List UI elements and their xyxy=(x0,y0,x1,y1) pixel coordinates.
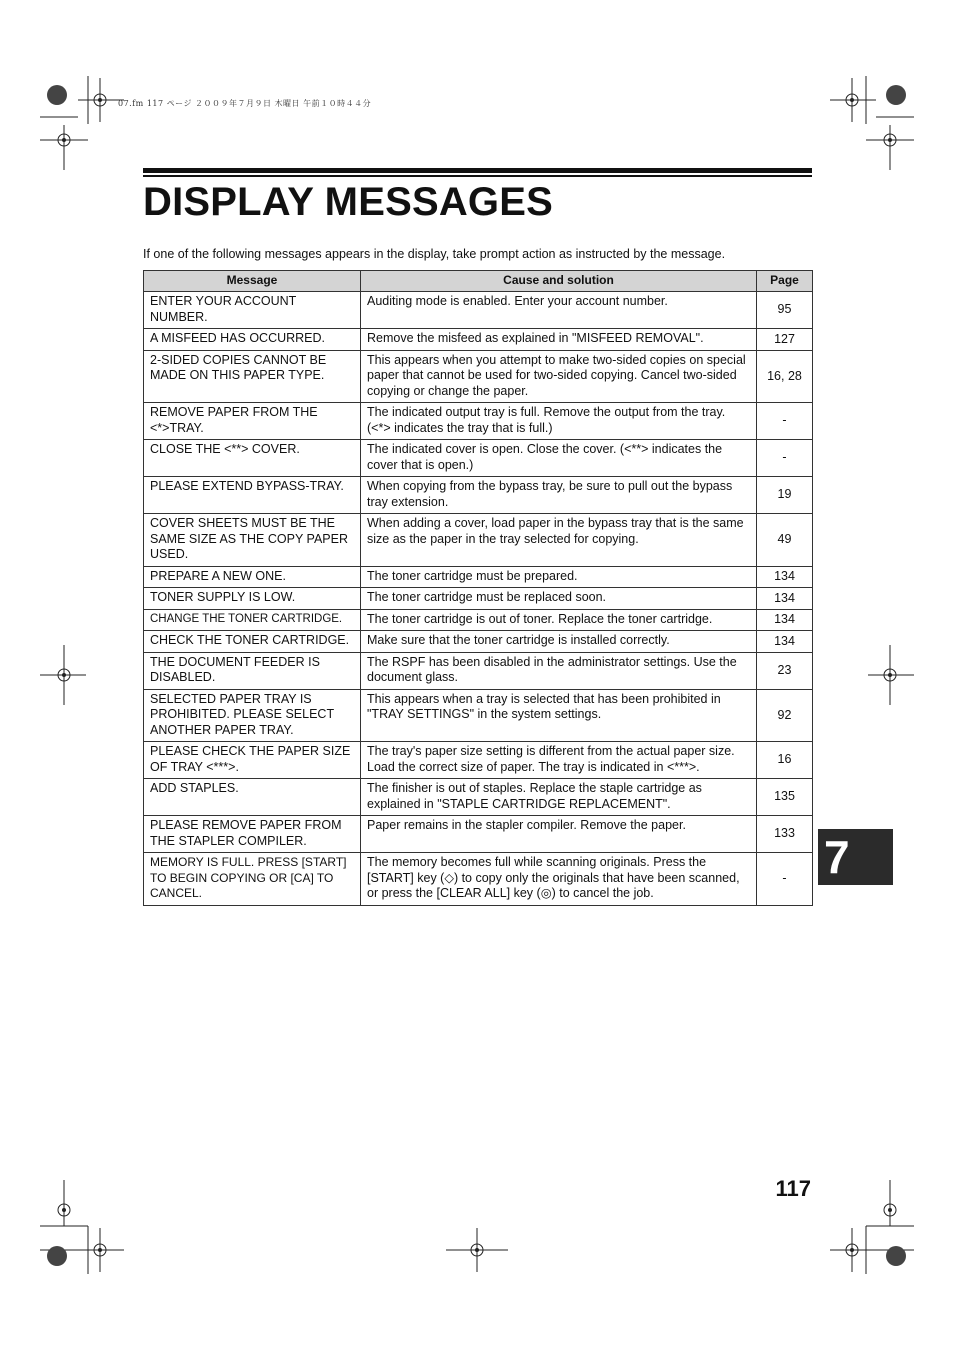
page-cell: - xyxy=(757,440,813,477)
cause-cell: Paper remains in the stapler compiler. Remove the paper. xyxy=(361,816,757,853)
message-cell: TONER SUPPLY IS LOW. xyxy=(144,588,361,610)
page-cell: 134 xyxy=(757,631,813,653)
message-cell: COVER SHEETS MUST BE THE SAME SIZE AS THE COPY PAPER USED. xyxy=(144,514,361,567)
cause-cell: This appears when a tray is selected that has been prohibited in "TRAY SETTINGS" in the system settings. xyxy=(361,689,757,742)
table-row xyxy=(144,853,813,906)
cause-cell: The indicated cover is open. Close the cover. (<**> indicates the cover that is open.) xyxy=(361,440,757,477)
table-row xyxy=(144,631,813,653)
cause-cell: Remove the misfeed as explained in "MISFEED REMOVAL". xyxy=(361,329,757,351)
page-cell: 134 xyxy=(757,566,813,588)
table-row xyxy=(144,292,813,329)
print-header: 07.fm 117 ページ ２００９年７月９日 木曜日 午前１０時４４分 xyxy=(118,99,372,108)
cause-cell: The RSPF has been disabled in the administrator settings. Use the document glass. xyxy=(361,652,757,689)
page-cell: 49 xyxy=(757,514,813,567)
table-row xyxy=(144,816,813,853)
cause-cell: Make sure that the toner cartridge is installed correctly. xyxy=(361,631,757,653)
header-page: Page xyxy=(757,271,813,292)
cause-cell: The tray's paper size setting is different from the actual paper size. Load the correct size of paper. The tray is indicated in <***>. xyxy=(361,742,757,779)
table-row xyxy=(144,566,813,588)
cause-cell: This appears when you attempt to make two-sided copies on special paper that cannot be used for two-sided copying. Cancel two-sided copying or change the paper. xyxy=(361,350,757,403)
title-rule-thin xyxy=(143,175,812,177)
table-row xyxy=(144,514,813,567)
table-row xyxy=(144,403,813,440)
message-cell: MEMORY IS FULL. PRESS [START] TO BEGIN COPYING OR [CA] TO CANCEL. xyxy=(144,853,361,906)
message-cell: CLOSE THE <**> COVER. xyxy=(144,440,361,477)
chapter-tab: 7 xyxy=(818,829,893,885)
message-cell: THE DOCUMENT FEEDER IS DISABLED. xyxy=(144,652,361,689)
page-title: DISPLAY MESSAGES xyxy=(143,180,553,224)
message-cell: REMOVE PAPER FROM THE <*>TRAY. xyxy=(144,403,361,440)
cause-cell: The indicated output tray is full. Remove the output from the tray. (<*> indicates the tray that is full.) xyxy=(361,403,757,440)
table-row xyxy=(144,779,813,816)
page-cell: 134 xyxy=(757,588,813,610)
page-cell: 127 xyxy=(757,329,813,351)
cause-cell: The toner cartridge must be replaced soon. xyxy=(361,588,757,610)
page-cell: 95 xyxy=(757,292,813,329)
table-header-row xyxy=(144,271,813,292)
table-row xyxy=(144,440,813,477)
message-cell: PREPARE A NEW ONE. xyxy=(144,566,361,588)
page-cell: 16, 28 xyxy=(757,350,813,403)
message-cell: PLEASE CHECK THE PAPER SIZE OF TRAY <***>. xyxy=(144,742,361,779)
header-cause: Cause and solution xyxy=(361,271,757,292)
title-rule-thick xyxy=(143,168,812,173)
table-row xyxy=(144,588,813,610)
message-cell: A MISFEED HAS OCCURRED. xyxy=(144,329,361,351)
table-row xyxy=(144,689,813,742)
message-cell: SELECTED PAPER TRAY IS PROHIBITED. PLEASE SELECT ANOTHER PAPER TRAY. xyxy=(144,689,361,742)
page-cell: 16 xyxy=(757,742,813,779)
table-row xyxy=(144,350,813,403)
page-cell: 134 xyxy=(757,609,813,631)
table-row xyxy=(144,329,813,351)
cause-cell: When adding a cover, load paper in the bypass tray that is the same size as the paper in the tray selected for copying. xyxy=(361,514,757,567)
cause-cell: The finisher is out of staples. Replace the staple cartridge as explained in "STAPLE CARTRIDGE REPLACEMENT". xyxy=(361,779,757,816)
table-row xyxy=(144,609,813,631)
cause-cell: The memory becomes full while scanning originals. Press the [START] key (◇) to copy only the originals that have been scanned, or press the [CLEAR ALL] key (◎) to cancel the job. xyxy=(361,853,757,906)
page-cell: 19 xyxy=(757,477,813,514)
page-cell: 133 xyxy=(757,816,813,853)
table-row xyxy=(144,652,813,689)
message-cell: PLEASE REMOVE PAPER FROM THE STAPLER COMPILER. xyxy=(144,816,361,853)
message-cell: 2-SIDED COPIES CANNOT BE MADE ON THIS PAPER TYPE. xyxy=(144,350,361,403)
header-message: Message xyxy=(144,271,361,292)
page-cell: 23 xyxy=(757,652,813,689)
intro-text: If one of the following messages appears in the display, take prompt action as instructed by the message. xyxy=(143,247,726,261)
table-row xyxy=(144,477,813,514)
table-row xyxy=(144,742,813,779)
cause-cell: Auditing mode is enabled. Enter your account number. xyxy=(361,292,757,329)
message-cell: CHECK THE TONER CARTRIDGE. xyxy=(144,631,361,653)
cause-cell: The toner cartridge must be prepared. xyxy=(361,566,757,588)
message-cell: PLEASE EXTEND BYPASS-TRAY. xyxy=(144,477,361,514)
page-cell: - xyxy=(757,403,813,440)
page-cell: - xyxy=(757,853,813,906)
display-messages-table xyxy=(143,270,813,906)
cause-cell: When copying from the bypass tray, be sure to pull out the bypass tray extension. xyxy=(361,477,757,514)
message-cell: CHANGE THE TONER CARTRIDGE. xyxy=(144,609,361,631)
cause-cell: The toner cartridge is out of toner. Replace the toner cartridge. xyxy=(361,609,757,631)
page-cell: 92 xyxy=(757,689,813,742)
page-number: 117 xyxy=(775,1176,811,1201)
page-cell: 135 xyxy=(757,779,813,816)
message-cell: ENTER YOUR ACCOUNT NUMBER. xyxy=(144,292,361,329)
message-cell: ADD STAPLES. xyxy=(144,779,361,816)
